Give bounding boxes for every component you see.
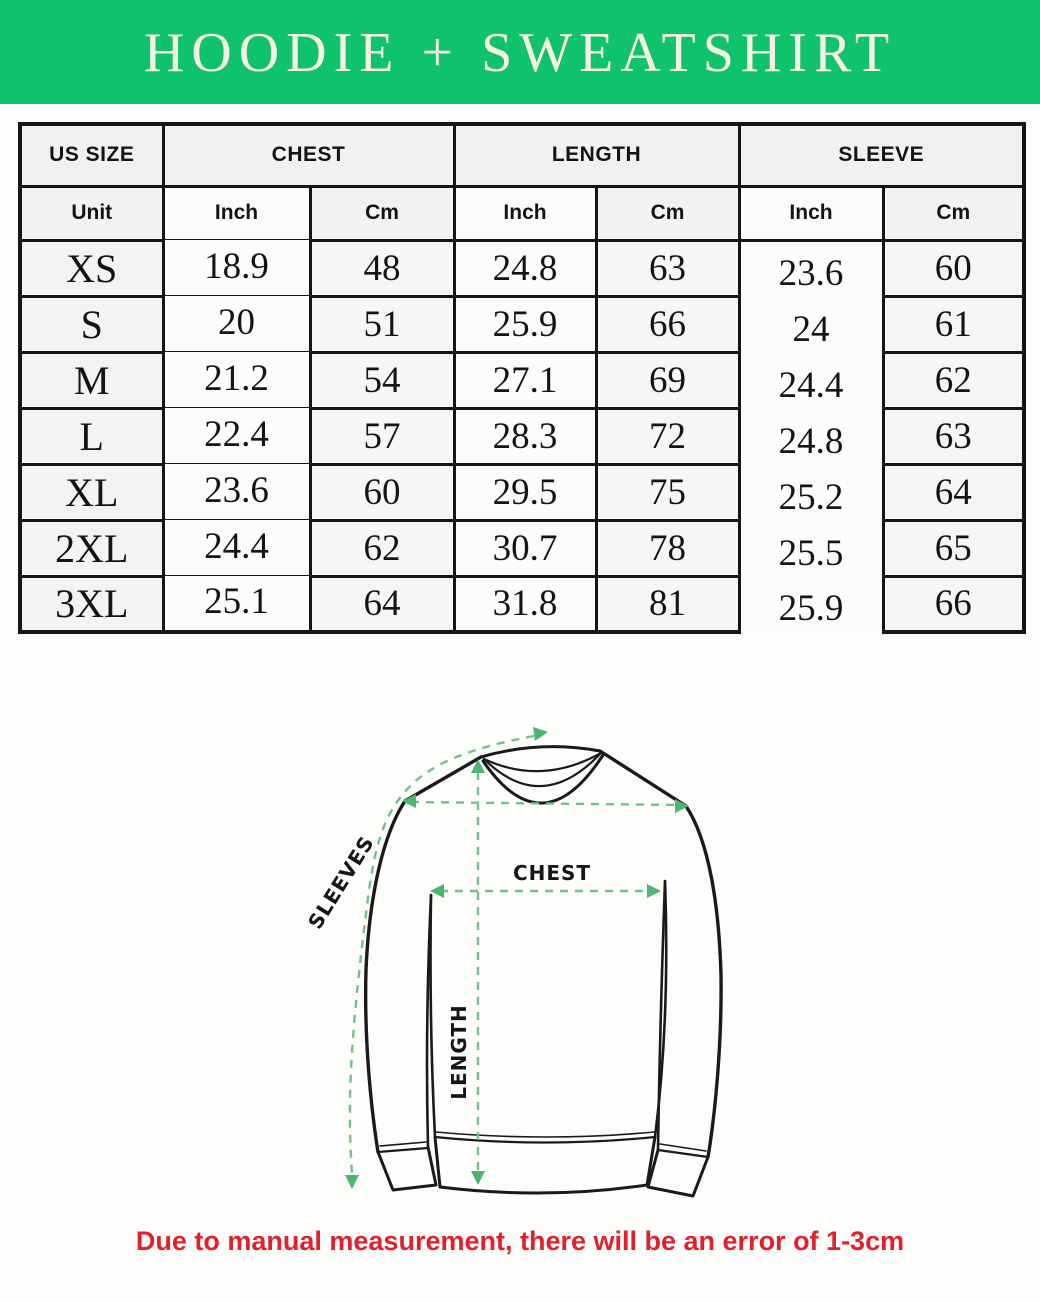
length-label: LENGTH [447, 1004, 471, 1100]
length-inch-cell: 27.1 [454, 352, 596, 408]
size-cell: XL [20, 464, 163, 520]
length-cm-cell: 69 [596, 352, 739, 408]
chest-cm-cell: 57 [310, 408, 454, 464]
length-cm-cell: 78 [596, 520, 739, 576]
chest-inch-cell: 24.4 [163, 518, 310, 574]
table-row-s [20, 296, 1024, 352]
chest-cm-cell: 51 [310, 296, 454, 352]
sleeve-inch-cell: 24.4 [739, 357, 883, 413]
length-inch-cell: 31.8 [454, 576, 596, 632]
unit-header: Unit [20, 186, 163, 240]
size-cell: 2XL [20, 520, 163, 576]
sleeve-inch-cell: 24 [739, 301, 883, 357]
sleeve-cm-cell: 60 [883, 240, 1024, 296]
sleeve-cm-cell: 62 [883, 352, 1024, 408]
chest-cm-header: Cm [310, 186, 454, 240]
chest-inch-cell: 21.2 [163, 350, 310, 406]
shoulder-arrow-left-icon [402, 794, 416, 808]
chest-cm-cell: 48 [310, 240, 454, 296]
length-inch-header: Inch [454, 186, 596, 240]
size-cell: 3XL [20, 576, 163, 632]
length-cm-cell: 72 [596, 408, 739, 464]
length-cm-cell: 81 [596, 576, 739, 632]
sleeve-inch-cell: 25.5 [739, 525, 883, 581]
length-inch-cell: 29.5 [454, 464, 596, 520]
table-row-xs [20, 240, 1024, 296]
length-cm-cell: 75 [596, 464, 739, 520]
sleeve-inch-header: Inch [739, 186, 883, 240]
size-cell: S [20, 296, 163, 352]
chest-inch-cell: 22.4 [163, 406, 310, 462]
sleeve-cm-cell: 63 [883, 408, 1024, 464]
sleeve-cm-cell: 66 [883, 576, 1024, 632]
sleeve-inch-cell: 25.2 [739, 469, 883, 525]
length-cm-cell: 66 [596, 296, 739, 352]
chest-label: CHEST [512, 861, 592, 885]
sleeve-arrow-bottom-icon [345, 1175, 359, 1189]
banner [0, 0, 1040, 104]
table-row-xl [20, 464, 1024, 520]
chest-cm-cell: 62 [310, 520, 454, 576]
length-cm-header: Cm [596, 186, 739, 240]
chest-inch-cell: 20 [163, 294, 310, 350]
col-header-chest: CHEST [163, 124, 454, 186]
measurement-lines [350, 736, 679, 1174]
chest-cm-cell: 64 [310, 576, 454, 632]
size-cell: L [20, 408, 163, 464]
col-header-length: LENGTH [454, 124, 739, 186]
length-inch-cell: 24.8 [454, 240, 596, 296]
sleeves-label: SLEEVES [303, 831, 380, 934]
length-inch-cell: 25.9 [454, 296, 596, 352]
garment-outline [366, 747, 721, 1196]
col-header-us-size: US SIZE [20, 124, 163, 186]
size-cell: XS [20, 240, 163, 296]
table-row-2xl [20, 520, 1024, 576]
sleeve-cm-cell: 64 [883, 464, 1024, 520]
length-inch-cell: 30.7 [454, 520, 596, 576]
chest-inch-header: Inch [163, 186, 310, 240]
chest-cm-cell: 60 [310, 464, 454, 520]
size-chart-table [18, 122, 1026, 634]
table-header-row [20, 124, 1024, 186]
shoulder-arrow-right-icon [675, 799, 689, 813]
sleeve-cm-cell: 65 [883, 520, 1024, 576]
sleeve-cm-header: Cm [883, 186, 1024, 240]
table-unit-row [20, 186, 1024, 240]
chest-cm-cell: 54 [310, 352, 454, 408]
length-inch-cell: 28.3 [454, 408, 596, 464]
sleeve-inch-cell: 24.8 [739, 413, 883, 469]
sleeve-arrow-top-icon [533, 727, 548, 741]
table-row-l [20, 408, 1024, 464]
col-header-sleeve: SLEEVE [739, 124, 1024, 186]
page-title: HOODIE + SWEATSHIRT [143, 22, 897, 84]
table-row-3xl [20, 576, 1024, 632]
chest-inch-cell: 25.1 [163, 574, 310, 630]
chest-inch-cell: 23.6 [163, 462, 310, 518]
sleeve-inch-cell: 25.9 [739, 581, 883, 637]
length-cm-cell: 63 [596, 240, 739, 296]
sweatshirt-diagram [280, 690, 800, 1220]
length-arrow-down-icon [471, 1171, 485, 1185]
table-row-m [20, 352, 1024, 408]
size-cell: M [20, 352, 163, 408]
measurement-note: Due to manual measurement, there will be an error of 1-3cm [135, 1226, 905, 1256]
chest-inch-cell: 18.9 [163, 238, 310, 294]
sleeve-inch-cell: 23.6 [739, 245, 883, 301]
chest-arrow-right-icon [647, 884, 661, 898]
sleeve-cm-cell: 61 [883, 296, 1024, 352]
sweatshirt-svg [280, 690, 800, 1220]
